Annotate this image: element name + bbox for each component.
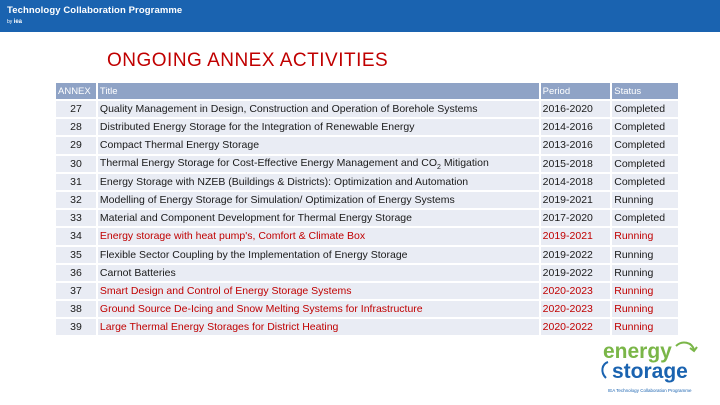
annex-period: 2019-2021 (541, 192, 611, 208)
logo-line-energy: energy (603, 340, 672, 363)
brand-byline (7, 19, 22, 25)
table-row (56, 119, 678, 135)
header-status: Status (612, 83, 678, 99)
table-row (56, 192, 678, 208)
energy-storage-logo (598, 338, 713, 398)
annex-status: Completed (612, 156, 678, 172)
annex-period: 2019-2022 (541, 247, 611, 263)
annex-title (98, 156, 539, 172)
logo-line-storage: storage (612, 360, 688, 383)
annex-table (54, 81, 680, 337)
annex-number: 34 (56, 228, 96, 244)
annex-title: Ground Source De-Icing and Snow Melting Systems for Infrastructure (98, 301, 539, 317)
annex-number: 38 (56, 301, 96, 317)
annex-number: 35 (56, 247, 96, 263)
annex-title: Compact Thermal Energy Storage (98, 137, 539, 153)
annex-number: 30 (56, 156, 96, 172)
annex-title-subscript: 2 (437, 163, 441, 171)
annex-number: 33 (56, 210, 96, 226)
annex-title: Quality Management in Design, Construction and Operation of Borehole Systems (98, 101, 539, 117)
table-header-row (56, 83, 678, 99)
annex-title: Distributed Energy Storage for the Integration of Renewable Energy (98, 119, 539, 135)
annex-status: Completed (612, 101, 678, 117)
annex-status: Running (612, 192, 678, 208)
brand-by-text: by (7, 19, 13, 25)
table-row (56, 101, 678, 117)
logo-tagline: IEA Technology Collaboration Programme (608, 388, 692, 393)
iea-logo-text: iea (13, 19, 23, 25)
annex-number: 32 (56, 192, 96, 208)
table-row (56, 247, 678, 263)
annex-number: 36 (56, 265, 96, 281)
annex-period: 2019-2021 (541, 228, 611, 244)
table-row (56, 319, 678, 335)
annex-period: 2020-2023 (541, 301, 611, 317)
annex-number: 37 (56, 283, 96, 299)
annex-status: Running (612, 265, 678, 281)
annex-period: 2015-2018 (541, 156, 611, 172)
table-row (56, 137, 678, 153)
annex-status: Running (612, 301, 678, 317)
header-bar (0, 0, 720, 32)
annex-title: Energy storage with heat pump's, Comfort & Climate Box (98, 228, 539, 244)
brand-title: Technology Collaboration Programme (7, 5, 183, 16)
annex-status: Completed (612, 210, 678, 226)
page-title: ONGOING ANNEX ACTIVITIES (107, 50, 389, 71)
annex-status: Running (612, 319, 678, 335)
annex-number: 29 (56, 137, 96, 153)
annex-title: Flexible Sector Coupling by the Implementation of Energy Storage (98, 247, 539, 263)
annex-period: 2013-2016 (541, 137, 611, 153)
annex-period: 2017-2020 (541, 210, 611, 226)
header-period: Period (541, 83, 611, 99)
annex-number: 27 (56, 101, 96, 117)
table-row (56, 210, 678, 226)
annex-status: Running (612, 228, 678, 244)
annex-status: Running (612, 247, 678, 263)
annex-title: Energy Storage with NZEB (Buildings & Districts): Optimization and Automation (98, 174, 539, 190)
annex-period: 2020-2022 (541, 319, 611, 335)
annex-period: 2014-2018 (541, 174, 611, 190)
annex-title-main: Thermal Energy Storage for Cost-Effective Energy Management and CO (99, 156, 438, 169)
annex-number: 31 (56, 174, 96, 190)
table-row (56, 301, 678, 317)
annex-title: Smart Design and Control of Energy Storage Systems (98, 283, 539, 299)
table-row (56, 228, 678, 244)
annex-period: 2020-2023 (541, 283, 611, 299)
annex-status: Running (612, 283, 678, 299)
table-row (56, 265, 678, 281)
annex-status: Completed (612, 174, 678, 190)
logo-arc-lower-icon (602, 362, 608, 378)
annex-period: 2016-2020 (541, 101, 611, 117)
header-title: Title (98, 83, 539, 99)
annex-title-end: Mitigation (440, 156, 489, 169)
annex-title: Large Thermal Energy Storages for District Heating (98, 319, 539, 335)
annex-title: Modelling of Energy Storage for Simulation/ Optimization of Energy Systems (98, 192, 539, 208)
annex-title: Carnot Batteries (98, 265, 539, 281)
header-annex: ANNEX (56, 83, 96, 99)
annex-number: 39 (56, 319, 96, 335)
annex-status: Completed (612, 137, 678, 153)
annex-period: 2014-2016 (541, 119, 611, 135)
table-row (56, 283, 678, 299)
annex-number: 28 (56, 119, 96, 135)
annex-period: 2019-2022 (541, 265, 611, 281)
annex-title: Material and Component Development for Thermal Energy Storage (98, 210, 539, 226)
table-row (56, 174, 678, 190)
annex-status: Completed (612, 119, 678, 135)
table-row (56, 156, 678, 172)
